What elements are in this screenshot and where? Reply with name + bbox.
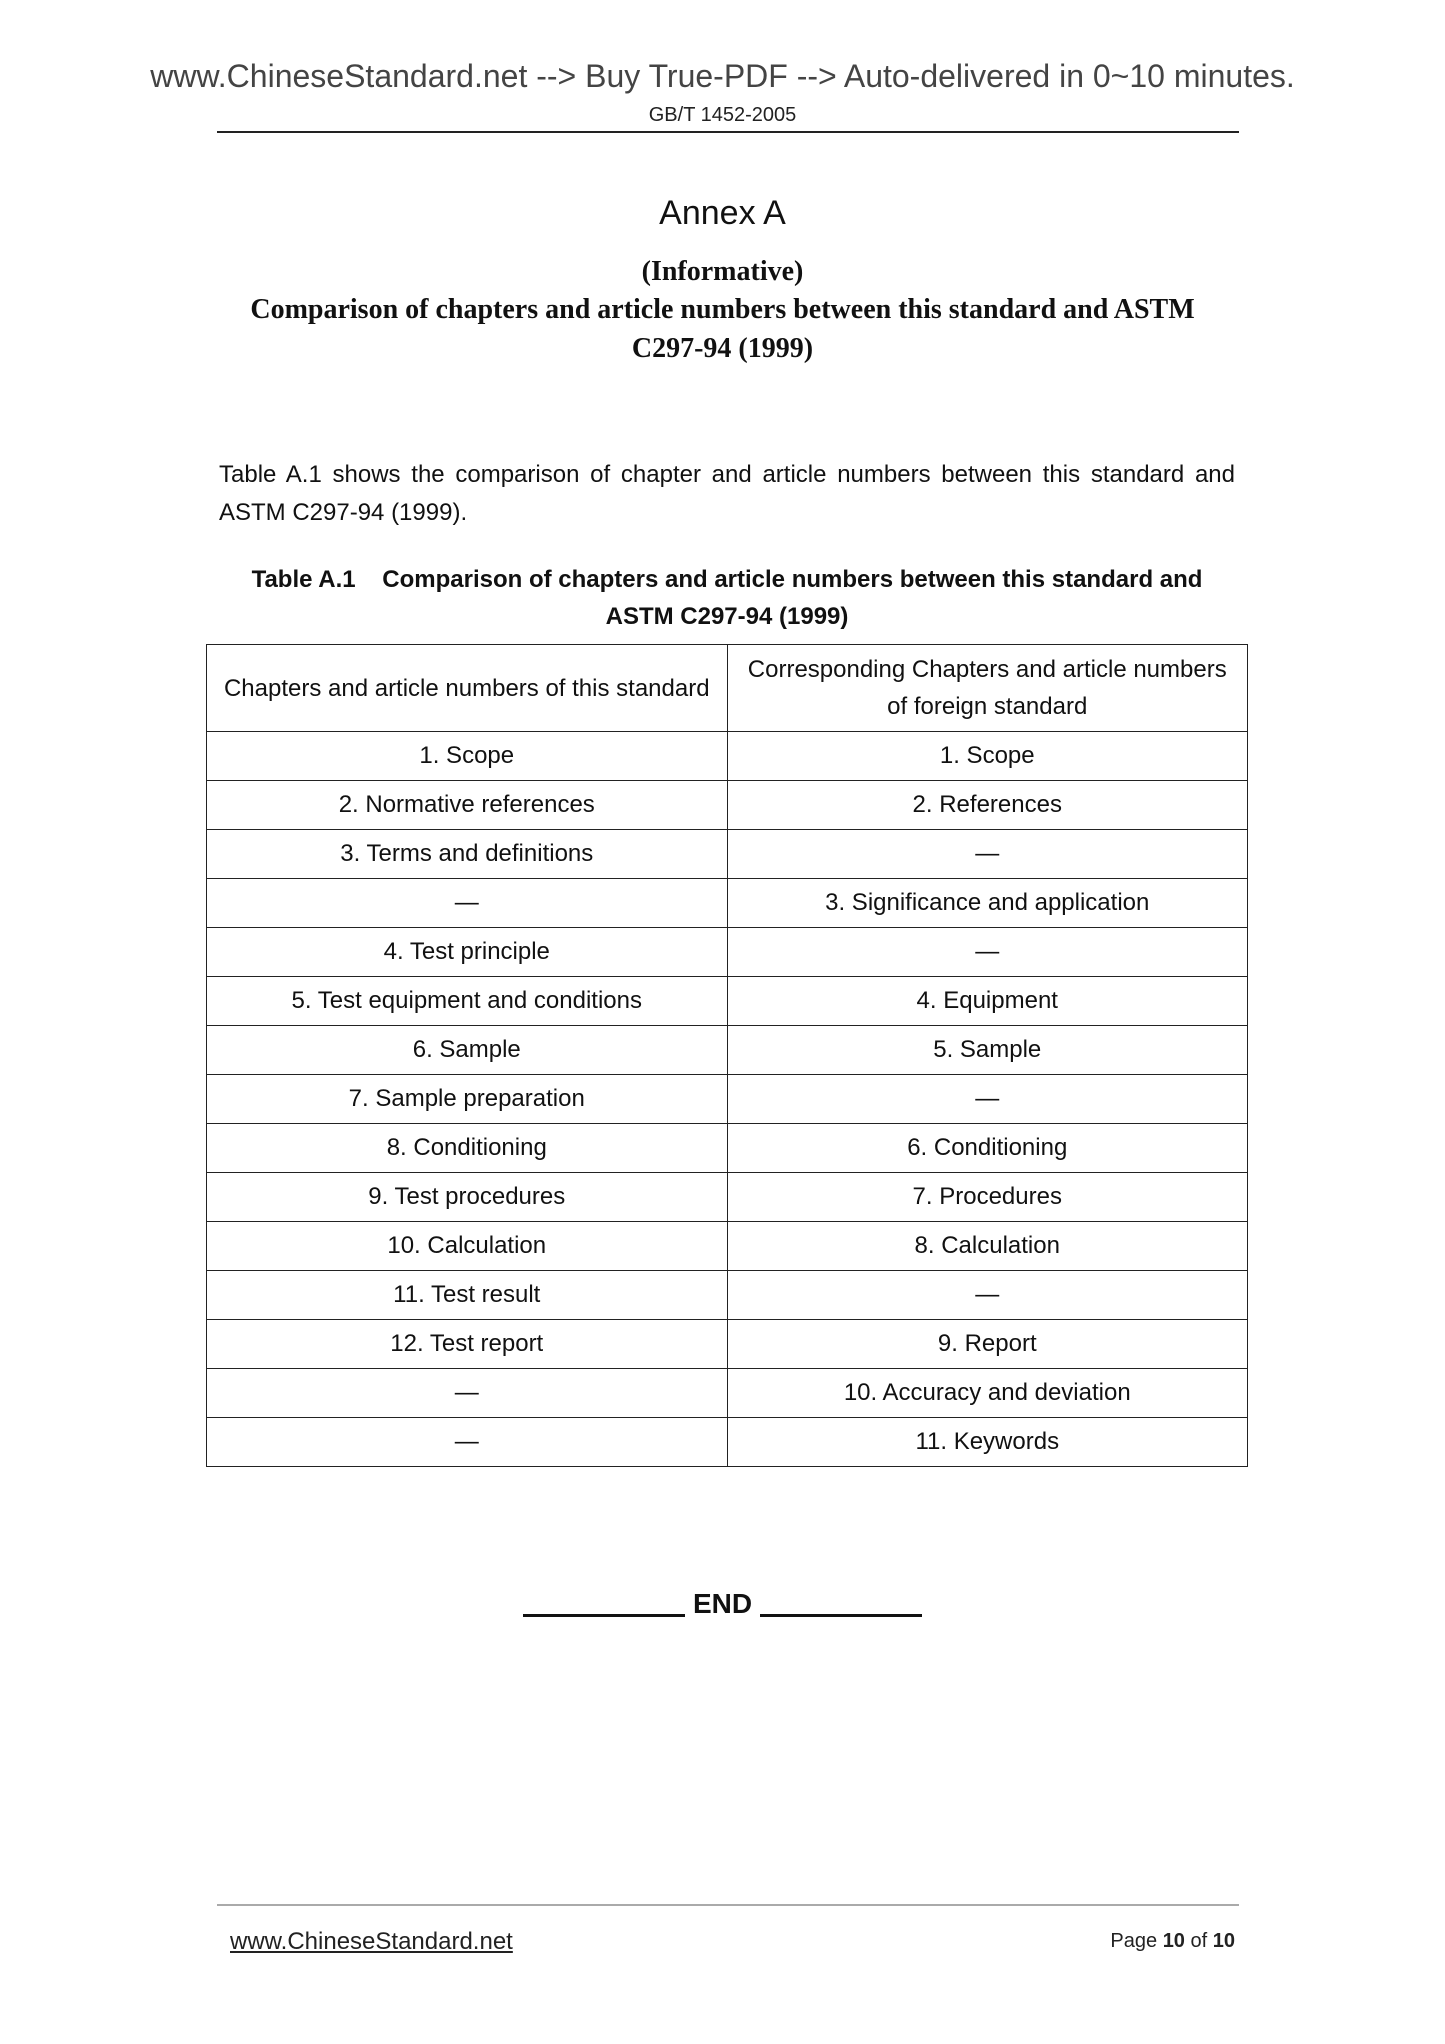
comparison-table	[206, 644, 1248, 1467]
page-number	[1110, 1930, 1235, 1953]
table-row	[207, 732, 1248, 781]
cell-this-standard: —	[207, 1369, 728, 1418]
table-caption-line1: Table A.1 Comparison of chapters and article numbers between this standard and	[251, 566, 1203, 593]
cell-foreign-standard: 9. Report	[727, 1320, 1248, 1369]
cell-this-standard: 10. Calculation	[207, 1222, 728, 1271]
table-row	[207, 830, 1248, 879]
cell-foreign-standard: —	[727, 928, 1248, 977]
table-row	[207, 1075, 1248, 1124]
table-row	[207, 977, 1248, 1026]
cell-this-standard: —	[207, 1418, 728, 1467]
table-row	[207, 781, 1248, 830]
page-current: 10	[1162, 1930, 1185, 1952]
end-mark	[0, 1588, 1445, 1620]
cell-this-standard: 4. Test principle	[207, 928, 728, 977]
cell-foreign-standard: 4. Equipment	[727, 977, 1248, 1026]
table-row	[207, 1320, 1248, 1369]
cell-this-standard: 11. Test result	[207, 1271, 728, 1320]
cell-this-standard: 12. Test report	[207, 1320, 728, 1369]
cell-foreign-standard: 6. Conditioning	[727, 1124, 1248, 1173]
cell-foreign-standard: 7. Procedures	[727, 1173, 1248, 1222]
cell-this-standard: 7. Sample preparation	[207, 1075, 728, 1124]
cell-foreign-standard: 2. References	[727, 781, 1248, 830]
cell-foreign-standard: 1. Scope	[727, 732, 1248, 781]
table-header-row	[207, 645, 1248, 732]
table-row	[207, 1222, 1248, 1271]
page-prefix: Page	[1110, 1930, 1158, 1952]
table-row	[207, 1026, 1248, 1075]
cell-foreign-standard: —	[727, 1075, 1248, 1124]
table-row	[207, 1369, 1248, 1418]
footer-link[interactable]: www.ChineseStandard.net	[230, 1928, 513, 1955]
cell-foreign-standard: 11. Keywords	[727, 1418, 1248, 1467]
cell-foreign-standard: —	[727, 1271, 1248, 1320]
annex-title: Annex A	[659, 194, 786, 232]
table-row	[207, 1173, 1248, 1222]
table-caption	[206, 561, 1248, 635]
page-total: 10	[1212, 1930, 1235, 1952]
table-row	[207, 879, 1248, 928]
cell-this-standard: 3. Terms and definitions	[207, 830, 728, 879]
cell-foreign-standard: 8. Calculation	[727, 1222, 1248, 1271]
intro-paragraph: Table A.1 shows the comparison of chapter and article numbers between this standard and ASTM C297-94 (1999).	[219, 461, 1235, 526]
cell-this-standard: 2. Normative references	[207, 781, 728, 830]
cell-foreign-standard: —	[727, 830, 1248, 879]
end-line-right	[760, 1614, 922, 1617]
end-line-left	[523, 1614, 685, 1617]
column-header-foreign-standard: Corresponding Chapters and article numbers of foreign standard	[727, 645, 1248, 732]
annex-heading-line1: Comparison of chapters and article numbers between this standard and ASTM	[250, 294, 1195, 325]
annex-type: (Informative)	[641, 256, 804, 287]
page-of: of	[1190, 1930, 1208, 1952]
table-caption-line2: ASTM C297-94 (1999)	[605, 603, 849, 630]
standard-code: GB/T 1452-2005	[648, 104, 797, 126]
cell-this-standard: 9. Test procedures	[207, 1173, 728, 1222]
cell-foreign-standard: 10. Accuracy and deviation	[727, 1369, 1248, 1418]
column-header-this-standard: Chapters and article numbers of this standard	[207, 645, 728, 732]
cell-this-standard: 5. Test equipment and conditions	[207, 977, 728, 1026]
footer-divider	[217, 1904, 1239, 1906]
table-row	[207, 1271, 1248, 1320]
cell-this-standard: 8. Conditioning	[207, 1124, 728, 1173]
table-row	[207, 1124, 1248, 1173]
cell-this-standard: 6. Sample	[207, 1026, 728, 1075]
table-row	[207, 928, 1248, 977]
cell-foreign-standard: 3. Significance and application	[727, 879, 1248, 928]
header-divider	[217, 131, 1239, 133]
top-banner: www.ChineseStandard.net --> Buy True-PDF --> Auto-delivered in 0~10 minutes.	[150, 58, 1295, 94]
end-label: END	[692, 1588, 753, 1619]
cell-this-standard: —	[207, 879, 728, 928]
cell-this-standard: 1. Scope	[207, 732, 728, 781]
cell-foreign-standard: 5. Sample	[727, 1026, 1248, 1075]
annex-heading-line2: C297-94 (1999)	[631, 333, 814, 364]
table-row	[207, 1418, 1248, 1467]
